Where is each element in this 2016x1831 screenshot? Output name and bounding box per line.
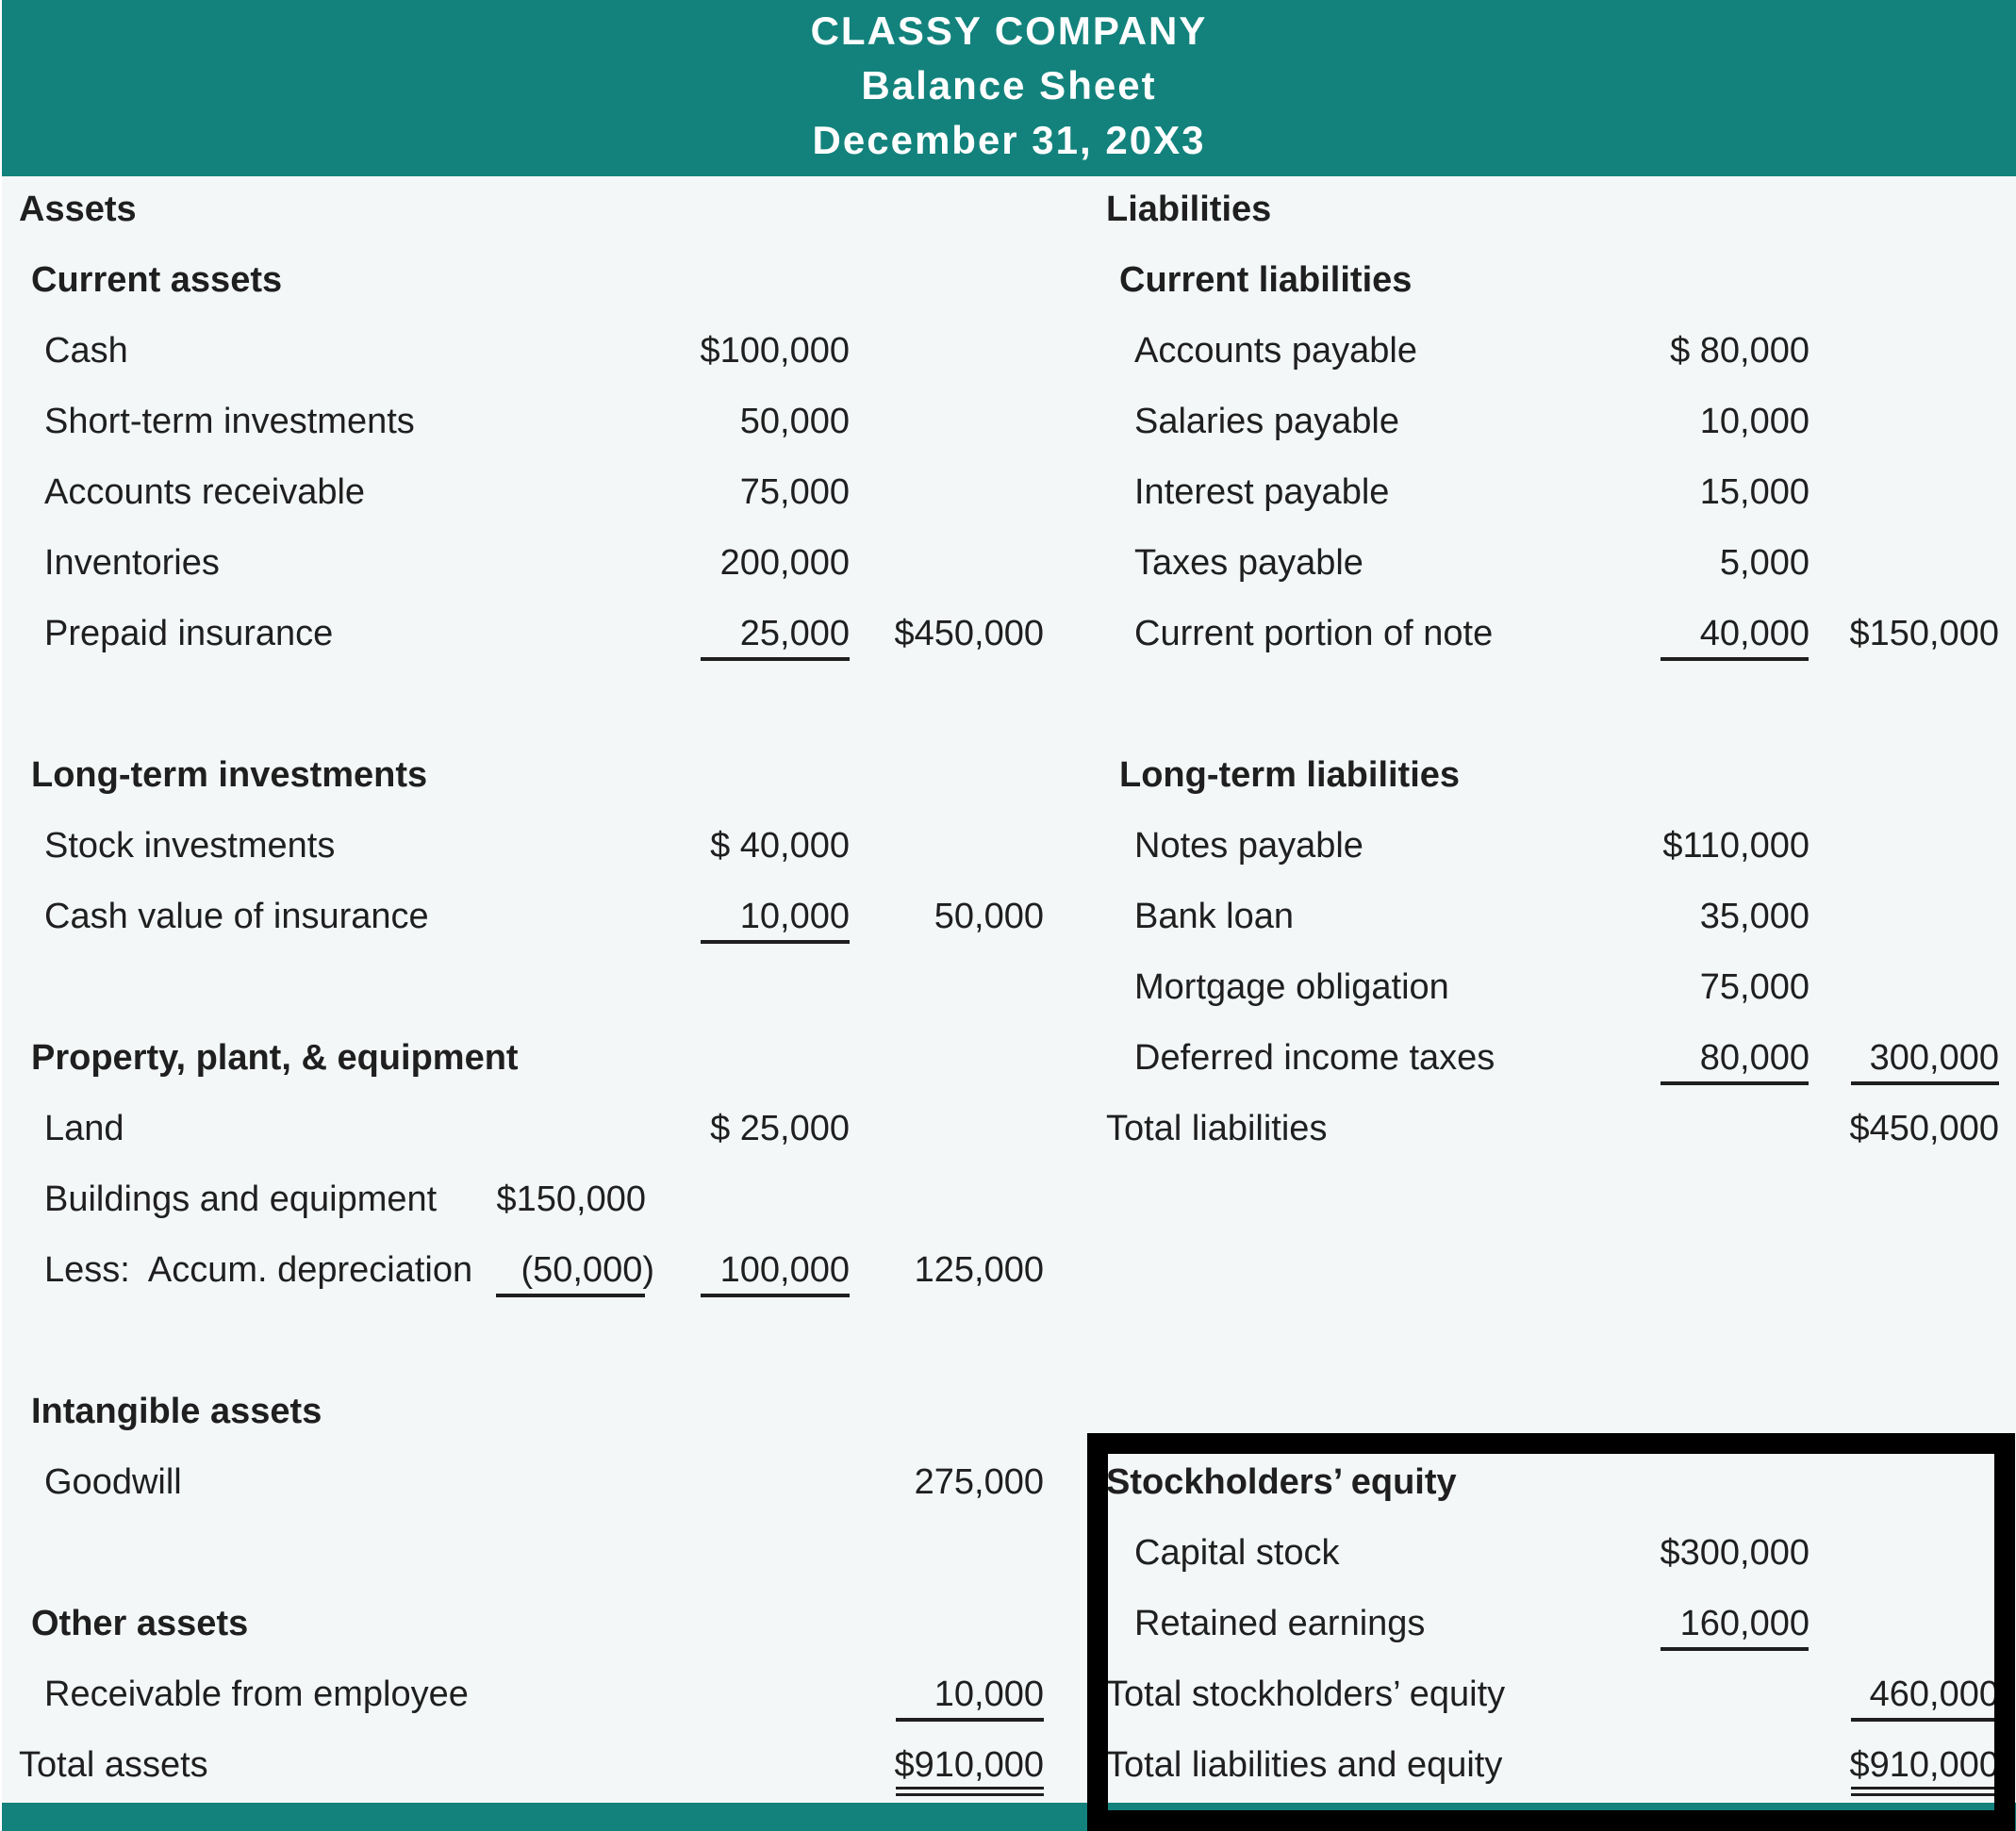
liability-amount-current-portion-note: 40,000 <box>1699 614 1809 653</box>
asset-amount-accounts-receivable: 75,000 <box>739 472 850 512</box>
asset-label-cash-value-insurance: Cash value of insurance <box>44 897 429 936</box>
long-term-investments-heading: Long-term investments <box>31 755 428 795</box>
asset-label-short-term-investments: Short-term investments <box>44 402 415 441</box>
liability-amount-deferred-taxes: 80,000 <box>1699 1038 1809 1078</box>
liability-amount-mortgage: 75,000 <box>1699 967 1809 1007</box>
underline <box>1661 1081 1809 1085</box>
asset-label-inventories: Inventories <box>44 543 220 583</box>
equity-heading: Stockholders’ equity <box>1106 1462 1457 1502</box>
liability-label-deferred-taxes: Deferred income taxes <box>1134 1038 1495 1078</box>
asset-amount-stock-investments: $ 40,000 <box>710 826 850 866</box>
liability-amount-bank-loan: 35,000 <box>1699 897 1809 936</box>
other-assets-heading: Other assets <box>31 1604 249 1643</box>
statement-title: Balance Sheet <box>861 63 1157 107</box>
asset-amount-cash-value-insurance: 10,000 <box>739 897 850 936</box>
asset-label-depreciation: Less: Accum. depreciation <box>44 1250 473 1290</box>
underline <box>701 1294 850 1297</box>
current-liabilities-heading: Current liabilities <box>1119 260 1413 300</box>
asset-label-prepaid-insurance: Prepaid insurance <box>44 614 334 653</box>
asset-label-receivable-employee: Receivable from employee <box>44 1674 469 1714</box>
company-name: CLASSY COMPANY <box>810 8 1208 53</box>
asset-amount-inventories: 200,000 <box>719 543 850 583</box>
liability-amount-accounts-payable: $ 80,000 <box>1670 331 1809 371</box>
liability-amount-salaries-payable: 10,000 <box>1699 402 1809 441</box>
liability-label-interest-payable: Interest payable <box>1134 472 1390 512</box>
ppe-heading: Property, plant, & equipment <box>31 1038 519 1078</box>
total-assets-label: Total assets <box>19 1745 208 1785</box>
ppe-total: 125,000 <box>914 1250 1044 1290</box>
equity-label-capital-stock: Capital stock <box>1134 1533 1340 1573</box>
total-assets-amount: $910,000 <box>894 1745 1044 1785</box>
long-term-liabilities-heading: Long-term liabilities <box>1119 755 1461 795</box>
liability-amount-interest-payable: 15,000 <box>1699 472 1809 512</box>
total-liabilities-amount: $450,000 <box>1849 1109 1999 1148</box>
total-liabilities-equity-label: Total liabilities and equity <box>1106 1745 1503 1785</box>
statement-date: December 31, 20X3 <box>812 118 1206 162</box>
asset-amount-net-buildings: 100,000 <box>719 1250 850 1290</box>
liability-amount-taxes-payable: 5,000 <box>1719 543 1809 583</box>
liability-label-mortgage: Mortgage obligation <box>1134 967 1449 1007</box>
underline <box>896 1718 1044 1722</box>
underline <box>1661 657 1809 661</box>
total-liabilities-label: Total liabilities <box>1106 1109 1328 1148</box>
asset-amount-short-term-investments: 50,000 <box>739 402 850 441</box>
current-assets-heading: Current assets <box>31 260 283 300</box>
asset-amount-land: $ 25,000 <box>710 1109 850 1148</box>
liability-label-bank-loan: Bank loan <box>1134 897 1295 936</box>
equity-amount-retained-earnings: 160,000 <box>1679 1604 1809 1643</box>
underline <box>701 940 850 944</box>
equity-label-retained-earnings: Retained earnings <box>1134 1604 1426 1643</box>
liability-amount-notes-payable: $110,000 <box>1662 826 1809 866</box>
assets-heading: Assets <box>19 190 137 229</box>
intangible-assets-heading: Intangible assets <box>31 1392 322 1431</box>
asset-amount-cash: $100,000 <box>700 331 850 371</box>
asset-label-cash: Cash <box>44 331 128 371</box>
current-assets-total: $450,000 <box>894 614 1044 653</box>
asset-amount-receivable-employee: 10,000 <box>934 1674 1044 1714</box>
asset-amount-buildings: $150,000 <box>496 1179 646 1219</box>
asset-label-buildings: Buildings and equipment <box>44 1179 438 1219</box>
long-term-investments-total: 50,000 <box>934 897 1044 936</box>
asset-label-goodwill: Goodwill <box>44 1462 182 1502</box>
liability-label-taxes-payable: Taxes payable <box>1134 543 1363 583</box>
header-banner <box>2 0 2016 176</box>
long-term-liabilities-total: 300,000 <box>1869 1038 1999 1078</box>
asset-label-stock-investments: Stock investments <box>44 826 336 866</box>
asset-amount-depreciation: (50,000) <box>521 1250 654 1290</box>
asset-amount-goodwill: 275,000 <box>914 1462 1044 1502</box>
current-liabilities-total: $150,000 <box>1849 614 1999 653</box>
asset-label-accounts-receivable: Accounts receivable <box>44 472 366 512</box>
asset-label-land: Land <box>44 1109 124 1148</box>
equity-amount-capital-stock: $300,000 <box>1660 1533 1809 1573</box>
equity-highlight-box <box>1087 1433 2015 1831</box>
underline <box>496 1294 645 1297</box>
total-liabilities-equity-amount: $910,000 <box>1849 1745 1999 1785</box>
total-equity-label: Total stockholders’ equity <box>1106 1674 1506 1714</box>
liability-label-current-portion-note: Current portion of note <box>1134 614 1494 653</box>
liability-label-notes-payable: Notes payable <box>1134 826 1363 866</box>
underline <box>1851 1081 1999 1085</box>
liability-label-salaries-payable: Salaries payable <box>1134 402 1399 441</box>
double-underline <box>896 1787 1044 1796</box>
total-equity-amount: 460,000 <box>1869 1674 1999 1714</box>
liability-label-accounts-payable: Accounts payable <box>1134 331 1417 371</box>
asset-amount-prepaid-insurance: 25,000 <box>739 614 850 653</box>
liabilities-heading: Liabilities <box>1106 190 1272 229</box>
underline <box>701 657 850 661</box>
